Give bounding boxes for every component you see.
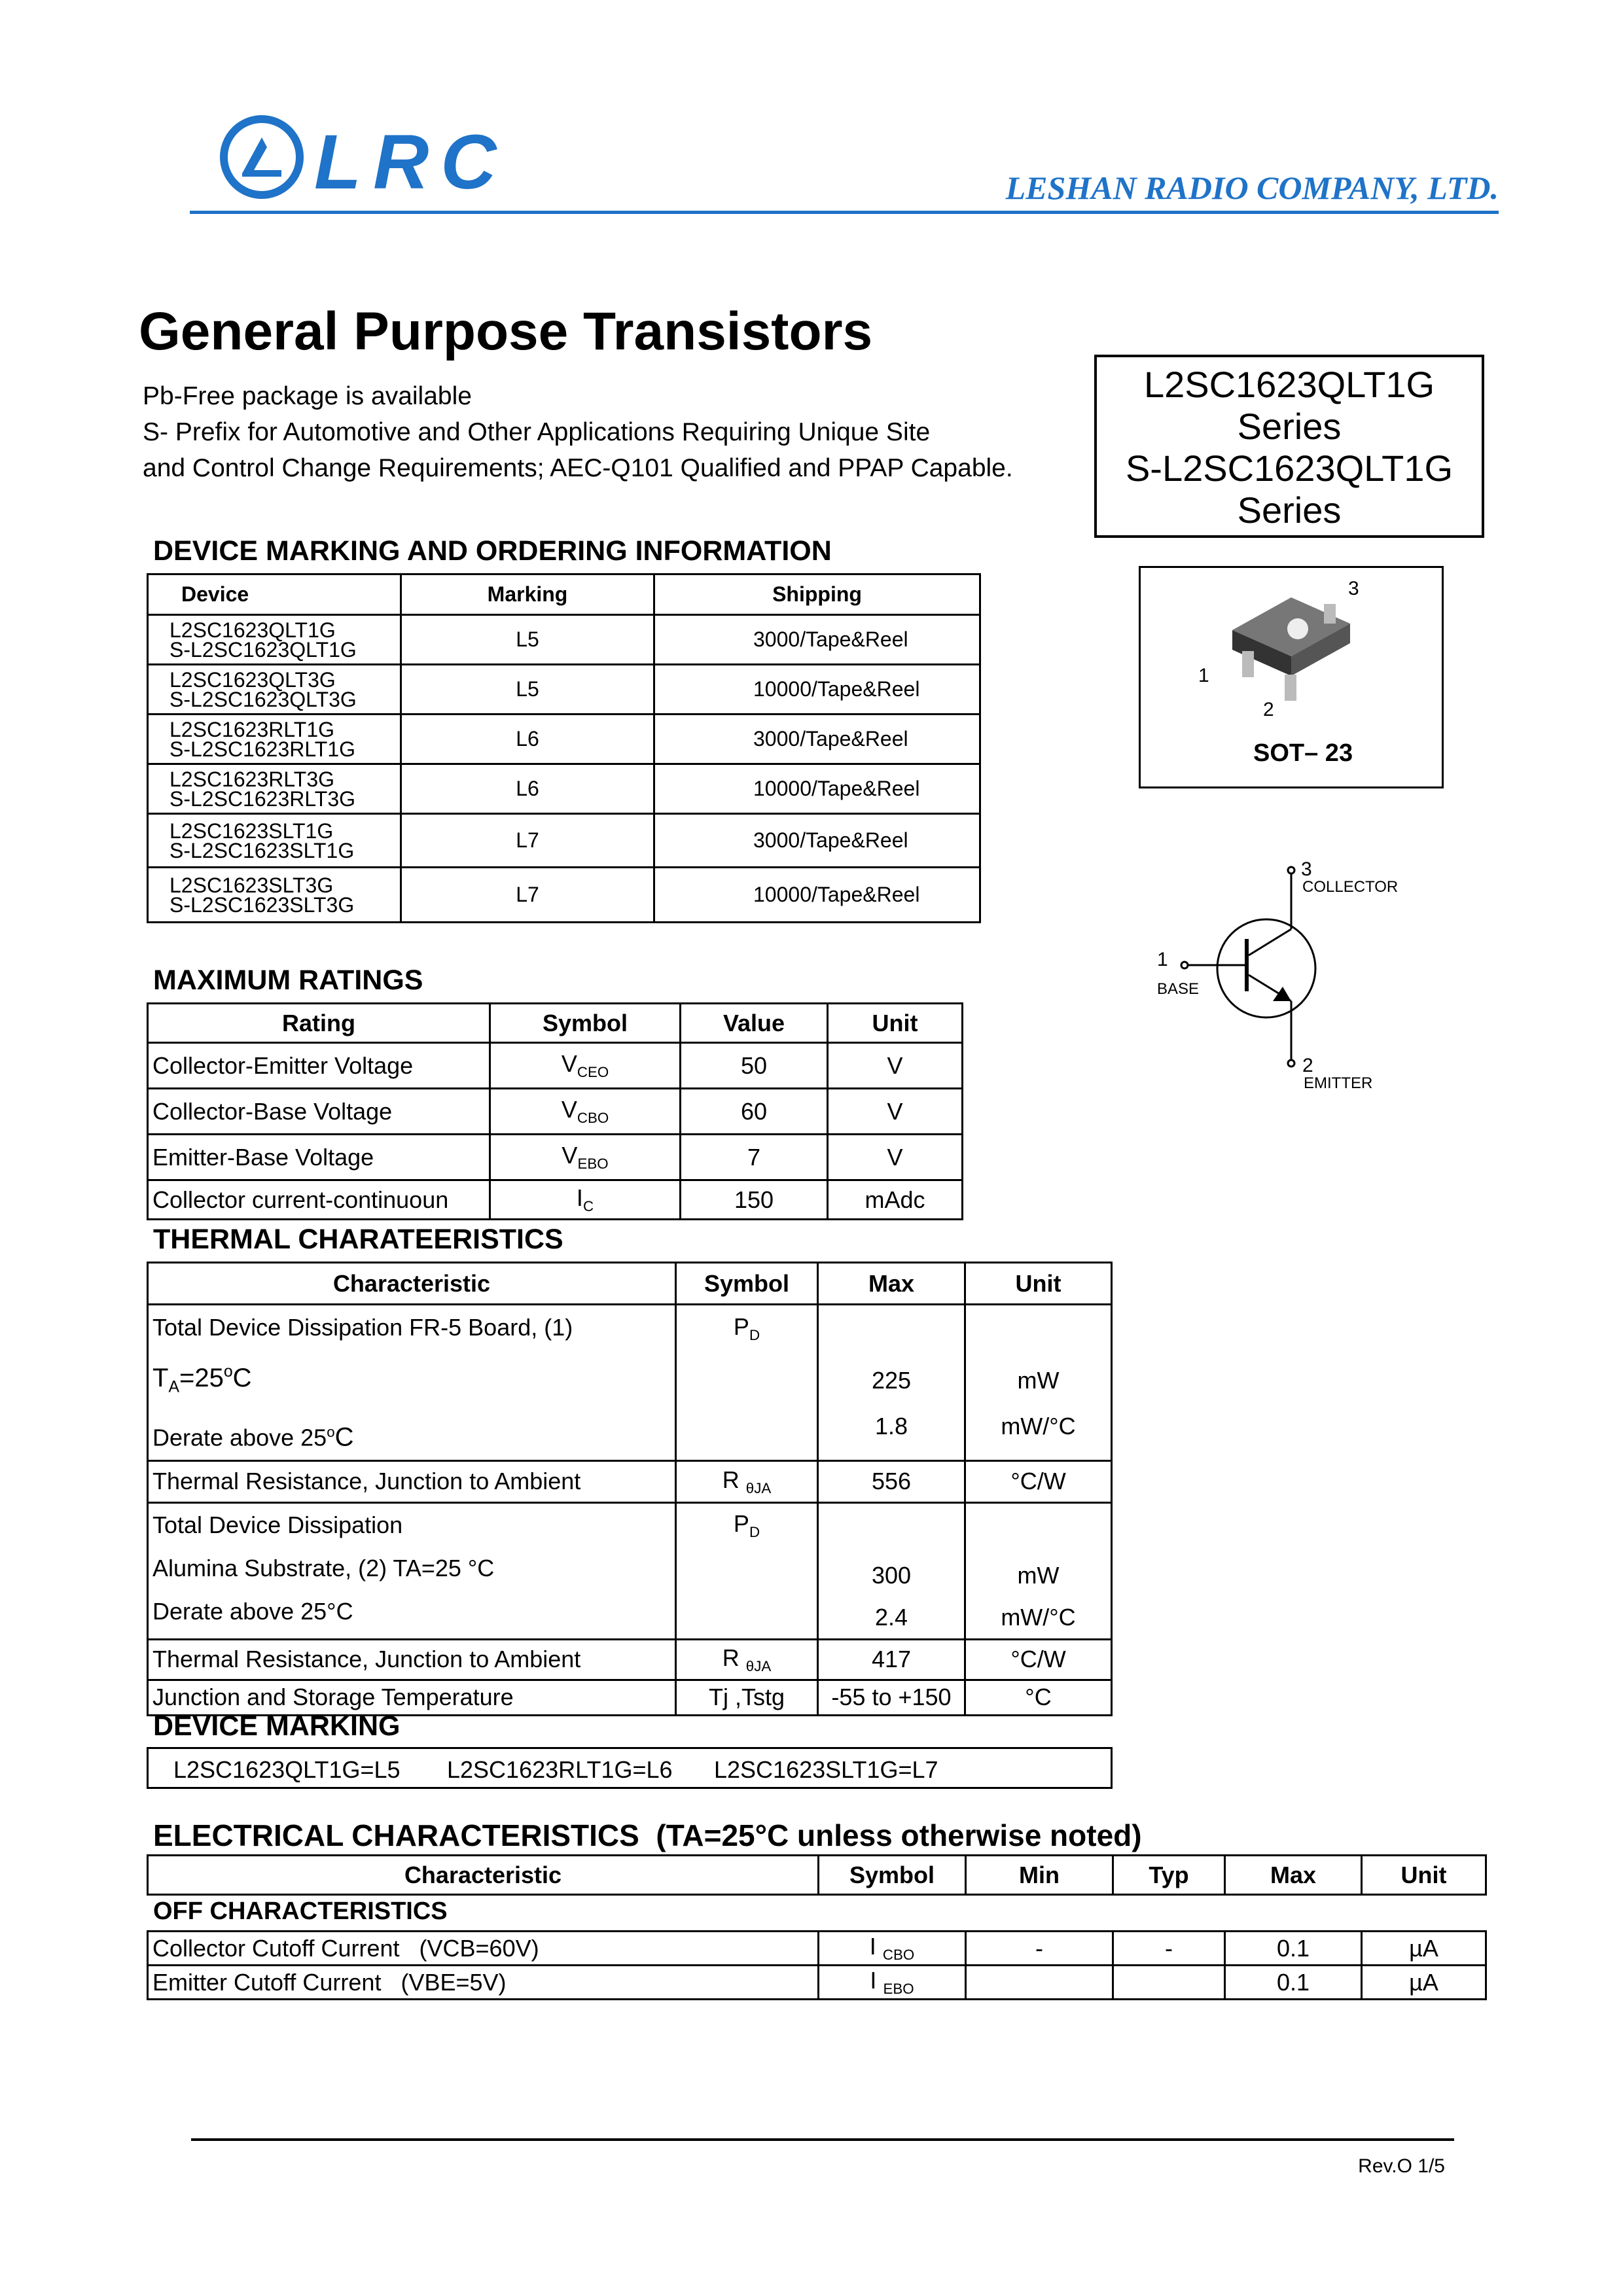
lrc-logo-icon <box>216 111 308 203</box>
collector-pin-number: 3 <box>1301 858 1312 880</box>
header-rule <box>190 211 1499 214</box>
intro-line: and Control Change Requirements; AEC-Q101 Qualified and PPAP Capable. <box>143 454 1013 482</box>
shipping-cell: 10000/Tape&Reel <box>654 764 980 814</box>
col-value: Value <box>681 1004 828 1043</box>
max-value: 2.4 <box>874 1603 908 1631</box>
symbol: V <box>561 1096 577 1123</box>
max-cell: 0.1 <box>1225 1932 1362 1966</box>
symbol-sub: EBO <box>883 1980 914 1997</box>
col-device: Device <box>148 574 401 615</box>
symbol: R <box>722 1644 740 1672</box>
shipping-cell: 10000/Tape&Reel <box>654 665 980 715</box>
table-row <box>148 1932 1486 1966</box>
marking-item: L2SC1623QLT1G=L5 <box>173 1756 401 1783</box>
footer-rule <box>191 2138 1454 2141</box>
table-row <box>148 814 980 868</box>
col-rating: Rating <box>148 1004 490 1043</box>
unit-cell: mAdc <box>828 1180 963 1220</box>
char-line: Alumina Substrate, (2) TA=25 °C <box>152 1554 495 1581</box>
intro-line: S- Prefix for Automotive and Other Applications Requiring Unique Site <box>143 418 931 446</box>
device-s: S-L2SC1623SLT1G <box>169 838 355 862</box>
table-header-row <box>148 1856 1486 1895</box>
symbol-sub: θJA <box>745 1657 772 1674</box>
symbol-sub: D <box>749 1523 760 1540</box>
max-value: 1.8 <box>874 1413 908 1439</box>
symbol-sub: D <box>749 1326 760 1343</box>
unit-cell: µA <box>1362 1966 1486 2000</box>
table-row <box>148 868 980 923</box>
symbol: I <box>576 1184 583 1212</box>
device: L2SC1623QLT1G <box>169 618 336 642</box>
electrical-title-text: ELECTRICAL CHARACTERISTICS <box>153 1818 639 1852</box>
unit-cell: V <box>828 1089 963 1135</box>
rating-cell: Collector current-continuoun <box>148 1180 490 1220</box>
device: L2SC1623RLT1G <box>169 717 334 741</box>
intro-line: Pb-Free package is available <box>143 382 472 410</box>
value-cell: 7 <box>681 1135 828 1180</box>
symbol-cell <box>490 1043 681 1089</box>
characteristic-cell <box>148 1932 819 1966</box>
shipping-cell: 10000/Tape&Reel <box>654 868 980 923</box>
device: L2SC1623RLT3G <box>169 767 334 791</box>
col-max: Max <box>1225 1856 1362 1895</box>
symbol: I <box>869 1933 876 1960</box>
typ-cell <box>1113 1966 1225 2000</box>
unit-cell: V <box>828 1135 963 1180</box>
device: L2SC1623QLT3G <box>169 667 336 692</box>
col-max: Max <box>818 1263 965 1305</box>
symbol: R <box>722 1466 740 1494</box>
rating-cell: Emitter-Base Voltage <box>148 1135 490 1180</box>
unit-cell: °C/W <box>965 1639 1112 1680</box>
device-cell <box>148 868 401 923</box>
sot23-package-icon <box>1193 578 1389 709</box>
max-ratings-table <box>147 1002 963 1220</box>
unit: mW <box>1017 1367 1060 1394</box>
max-cell: -55 to +150 <box>818 1680 965 1715</box>
lrc-logo <box>216 111 508 205</box>
symbol-sub: CEO <box>577 1063 609 1080</box>
table-row <box>148 1135 963 1180</box>
col-marking: Marking <box>401 574 654 615</box>
company-name: LESHAN RADIO COMPANY, LTD. <box>1005 169 1499 206</box>
unit: mW/°C <box>1001 1413 1076 1439</box>
col-unit: Unit <box>828 1004 963 1043</box>
device: L2SC1623SLT3G <box>169 873 334 897</box>
thermal-title: THERMAL CHARATEERISTICS <box>153 1224 563 1255</box>
shipping-cell: 3000/Tape&Reel <box>654 615 980 665</box>
package-box <box>1139 566 1444 788</box>
part-number: L2SC1623QLT1G <box>1143 364 1435 405</box>
symbol: P <box>733 1313 749 1340</box>
ordering-title: DEVICE MARKING AND ORDERING INFORMATION <box>153 535 832 567</box>
symbol-cell <box>676 1460 818 1502</box>
table-header-row <box>148 574 980 615</box>
ta-val: =25 <box>179 1363 224 1392</box>
symbol: V <box>561 1050 577 1078</box>
npn-transistor-icon <box>1152 864 1453 1086</box>
char-line-derate <box>152 1410 671 1460</box>
electrical-title <box>153 1818 1142 1853</box>
part-number-box <box>1094 355 1484 538</box>
col-typ: Typ <box>1113 1856 1225 1895</box>
ta-sub: A <box>168 1378 179 1396</box>
unit-cell <box>965 1502 1112 1639</box>
characteristic-cell: Thermal Resistance, Junction to Ambient <box>148 1460 676 1502</box>
symbol-cell <box>819 1966 966 2000</box>
table-row <box>148 665 980 715</box>
unit-cell: µA <box>1362 1932 1486 1966</box>
device-cell <box>148 665 401 715</box>
deg: o <box>223 1363 233 1381</box>
device: L2SC1623SLT1G <box>169 819 334 843</box>
symbol: P <box>733 1510 749 1537</box>
device-marking-box <box>147 1747 1113 1789</box>
max-ratings-title: MAXIMUM RATINGS <box>153 964 423 996</box>
value-cell: 50 <box>681 1043 828 1089</box>
min-cell <box>966 1966 1113 2000</box>
pin-label: 1 <box>1198 665 1209 686</box>
rating-cell: Collector-Base Voltage <box>148 1089 490 1135</box>
symbol-cell: Tj ,Tstg <box>676 1680 818 1715</box>
electrical-table <box>147 1854 1487 1896</box>
char: Collector Cutoff Current <box>152 1934 400 1962</box>
table-header-row <box>148 1263 1112 1305</box>
col-symbol: Symbol <box>490 1004 681 1043</box>
max-value: 300 <box>871 1561 912 1589</box>
unit-cell: V <box>828 1043 963 1089</box>
transistor-schematic <box>1152 858 1453 1092</box>
base-pin-number: 1 <box>1157 949 1168 970</box>
symbol-cell <box>490 1089 681 1135</box>
symbol-cell <box>676 1502 818 1639</box>
table-row <box>148 1639 1112 1680</box>
unit-cell: °C <box>965 1680 1112 1715</box>
unit: mW <box>1017 1561 1060 1589</box>
pin-label: 2 <box>1263 699 1274 720</box>
marking-cell: L6 <box>401 764 654 814</box>
value-cell: 150 <box>681 1180 828 1220</box>
electrical-title-condition: (TA=25°C unless otherwise noted) <box>656 1818 1142 1852</box>
device-s: S-L2SC1623QLT3G <box>169 687 357 711</box>
symbol-cell <box>490 1135 681 1180</box>
value-cell: 60 <box>681 1089 828 1135</box>
package-name: SOT– 23 <box>1253 739 1353 767</box>
logo-text: LRC <box>314 119 508 205</box>
table-row <box>148 1089 963 1135</box>
part-series-s: Series <box>1237 489 1342 531</box>
table-row <box>148 1460 1112 1502</box>
device-cell <box>148 715 401 764</box>
characteristic-cell <box>148 1502 676 1639</box>
marking-item: L2SC1623RLT1G=L6 <box>447 1756 673 1783</box>
symbol-sub: C <box>582 1197 594 1214</box>
symbol-cell <box>490 1180 681 1220</box>
shipping-cell: 3000/Tape&Reel <box>654 715 980 764</box>
device-s: S-L2SC1623RLT1G <box>169 737 355 761</box>
symbol-sub: CBO <box>577 1109 609 1126</box>
intro-text <box>143 378 1013 486</box>
unit: mW/°C <box>1001 1603 1076 1631</box>
characteristic-cell <box>148 1305 676 1461</box>
part-number-s: S-L2SC1623QLT1G <box>1125 448 1454 489</box>
deg: o <box>327 1423 335 1440</box>
marking-cell: L7 <box>401 868 654 923</box>
table-row <box>148 1305 1112 1461</box>
table-row <box>148 615 980 665</box>
part-series: Series <box>1237 406 1342 447</box>
device-s: S-L2SC1623RLT3G <box>169 786 355 811</box>
min-cell: - <box>966 1932 1113 1966</box>
col-symbol: Symbol <box>819 1856 966 1895</box>
page-title: General Purpose Transistors <box>139 302 873 361</box>
table-row <box>148 1502 1112 1639</box>
max-cell <box>818 1305 965 1461</box>
off-characteristics-title: OFF CHARACTERISTICS <box>153 1898 448 1925</box>
marking-cell: L5 <box>401 665 654 715</box>
emitter-pin-number: 2 <box>1302 1055 1313 1076</box>
symbol: I <box>870 1967 877 1994</box>
table-header-row <box>148 1004 963 1043</box>
symbol-cell <box>676 1639 818 1680</box>
table-row <box>148 1966 1486 2000</box>
max-cell <box>818 1502 965 1639</box>
char-line: Derate above 25°C <box>152 1597 353 1625</box>
char-line-ta <box>152 1350 671 1410</box>
page-revision: Rev.O 1/5 <box>1358 2155 1445 2177</box>
ordering-table <box>147 573 981 923</box>
table-row <box>148 1180 963 1220</box>
device-cell <box>148 615 401 665</box>
thermal-table <box>147 1262 1113 1716</box>
symbol: V <box>562 1142 578 1169</box>
col-unit: Unit <box>1362 1856 1486 1895</box>
typ-cell: - <box>1113 1932 1225 1966</box>
derate: Derate above 25 <box>152 1423 327 1451</box>
marking-cell: L7 <box>401 814 654 868</box>
col-symbol: Symbol <box>676 1263 818 1305</box>
ta-unit: C <box>232 1363 252 1392</box>
symbol-cell <box>819 1932 966 1966</box>
device-s: S-L2SC1623SLT3G <box>169 892 355 917</box>
unit-cell <box>965 1305 1112 1461</box>
col-min: Min <box>966 1856 1113 1895</box>
marking-cell: L6 <box>401 715 654 764</box>
collector-label: COLLECTOR <box>1302 878 1399 896</box>
char-line: Total Device Dissipation <box>152 1511 403 1538</box>
marking-item: L2SC1623SLT1G=L7 <box>714 1756 938 1783</box>
emitter-label: EMITTER <box>1304 1074 1373 1092</box>
base-label: BASE <box>1157 980 1200 998</box>
marking-cell: L5 <box>401 615 654 665</box>
symbol-sub: θJA <box>745 1479 772 1496</box>
col-characteristic: Characteristic <box>148 1856 819 1895</box>
off-characteristics-table <box>147 1930 1487 2000</box>
char: Emitter Cutoff Current <box>152 1968 382 1996</box>
max-cell: 0.1 <box>1225 1966 1362 2000</box>
ta: T <box>152 1363 169 1392</box>
table-row <box>148 1043 963 1089</box>
symbol-sub: CBO <box>882 1946 915 1963</box>
symbol-sub: EBO <box>577 1155 609 1172</box>
device-marking-title: DEVICE MARKING <box>153 1710 401 1742</box>
shipping-cell: 3000/Tape&Reel <box>654 814 980 868</box>
characteristic-cell: Junction and Storage Temperature <box>148 1680 676 1715</box>
max-cell: 417 <box>818 1639 965 1680</box>
device-cell <box>148 814 401 868</box>
unit-cell: °C/W <box>965 1460 1112 1502</box>
characteristic-cell: Thermal Resistance, Junction to Ambient <box>148 1639 676 1680</box>
symbol-cell <box>676 1305 818 1461</box>
pin-label: 3 <box>1348 578 1359 599</box>
char-line: Total Device Dissipation FR-5 Board, (1) <box>152 1314 573 1341</box>
condition: (VBE=5V) <box>401 1968 507 1996</box>
table-row <box>148 764 980 814</box>
max-value: 225 <box>871 1367 912 1394</box>
col-unit: Unit <box>965 1263 1112 1305</box>
device-s: S-L2SC1623QLT1G <box>169 637 357 662</box>
device-cell <box>148 764 401 814</box>
condition: (VCB=60V) <box>419 1934 539 1962</box>
derate-unit: C <box>334 1422 354 1451</box>
table-row <box>148 715 980 764</box>
max-cell: 556 <box>818 1460 965 1502</box>
characteristic-cell <box>148 1966 819 2000</box>
col-shipping: Shipping <box>654 574 980 615</box>
col-characteristic: Characteristic <box>148 1263 676 1305</box>
rating-cell: Collector-Emitter Voltage <box>148 1043 490 1089</box>
